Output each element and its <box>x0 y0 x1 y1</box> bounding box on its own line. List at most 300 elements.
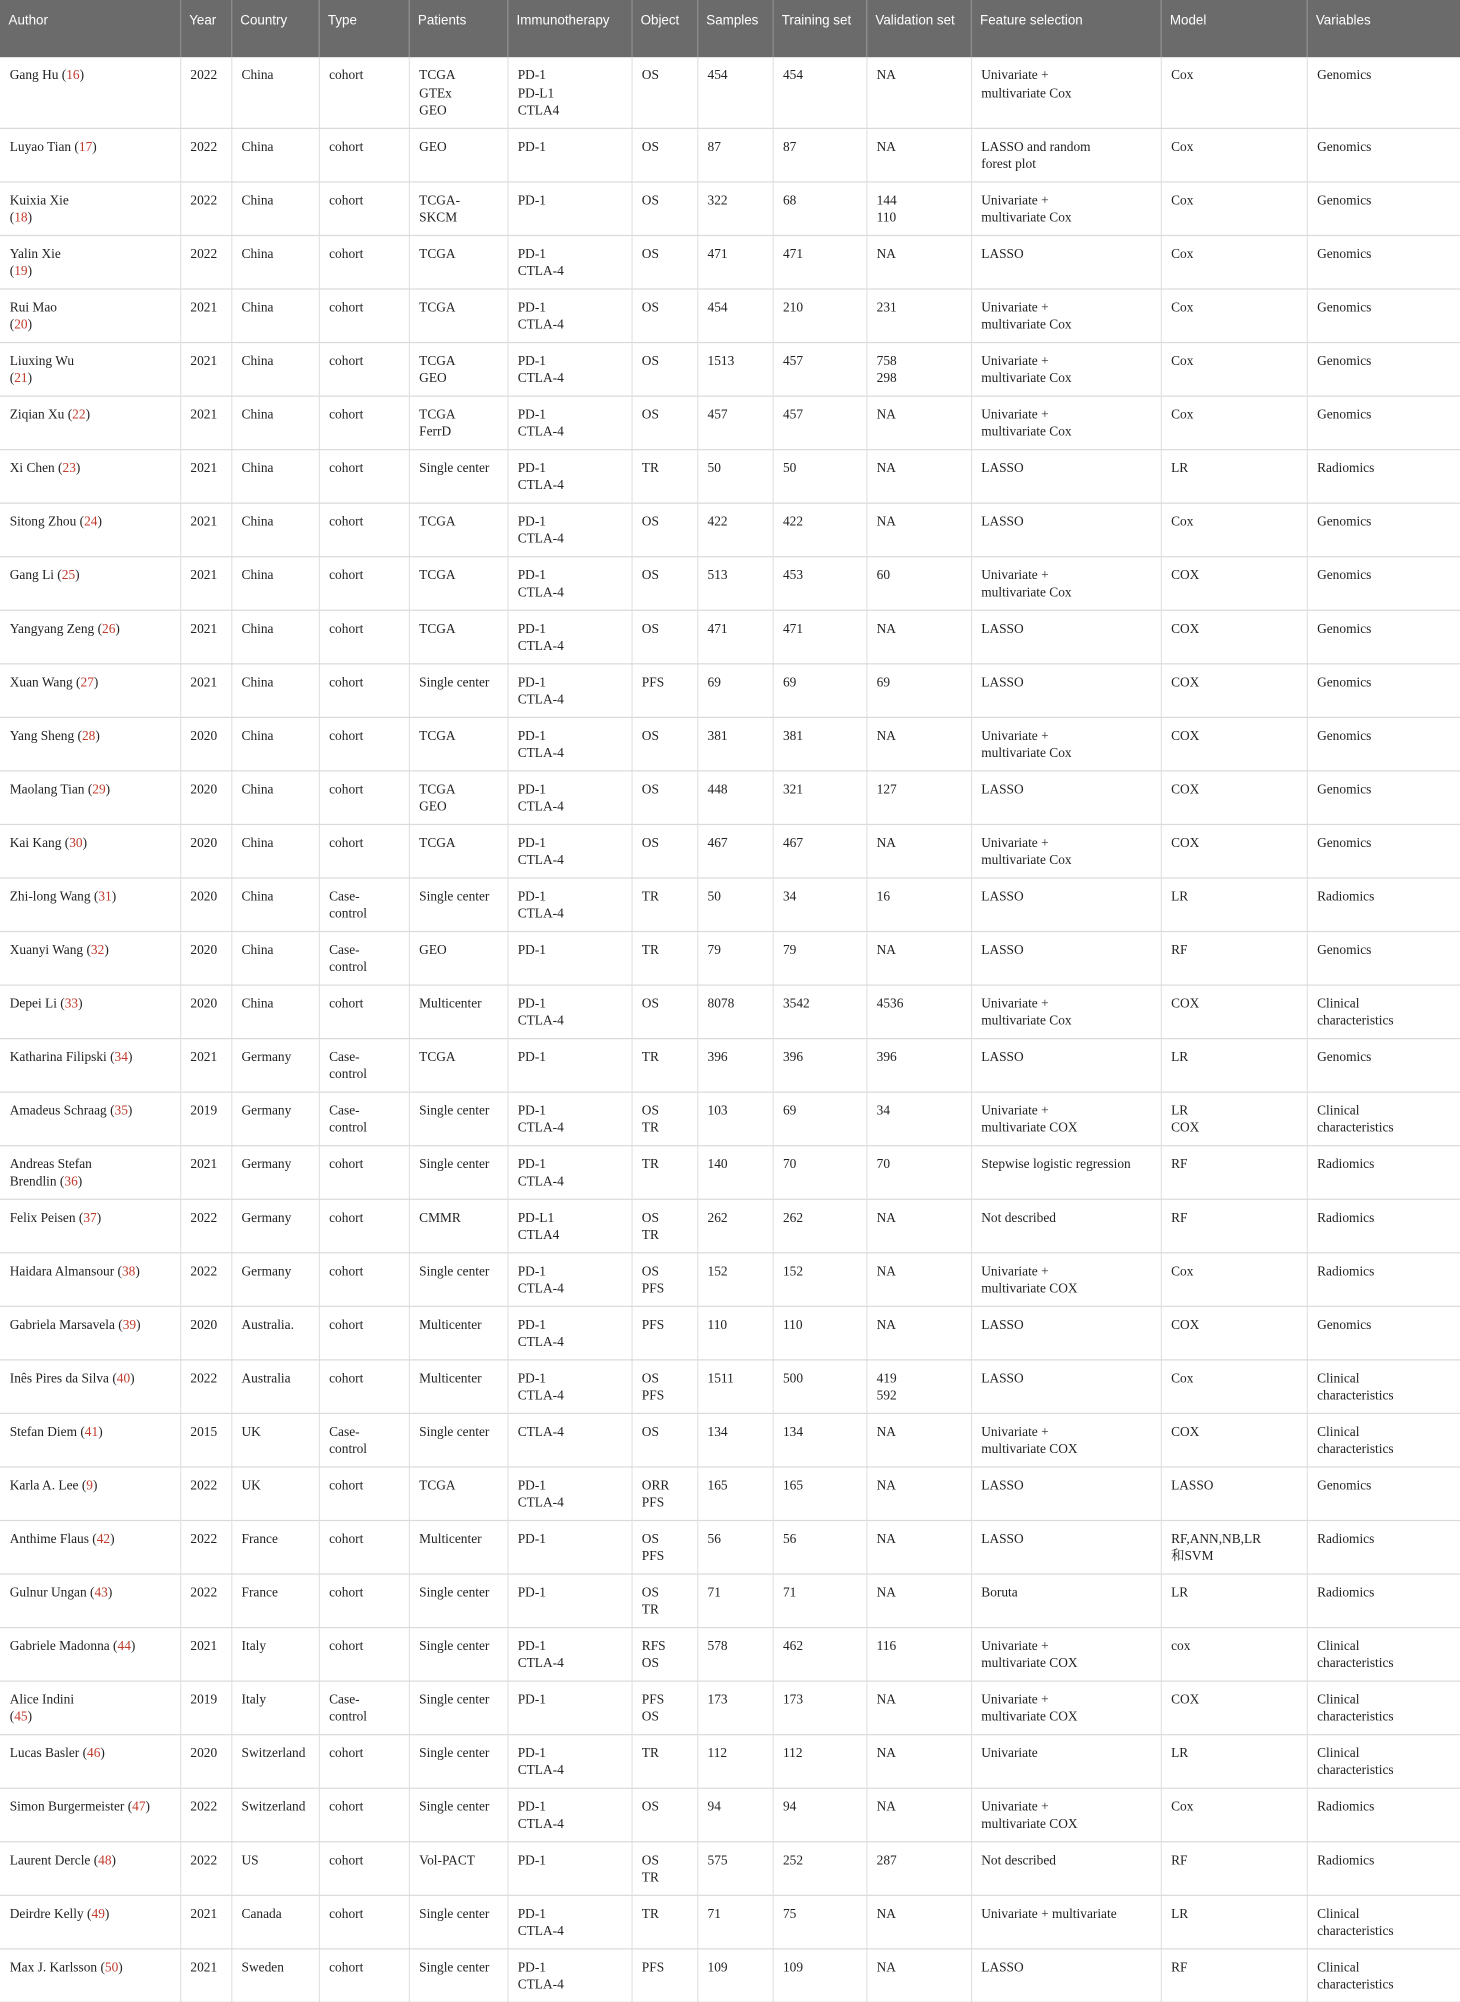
immunotherapy-line: CTLA-4 <box>517 1281 564 1296</box>
immunotherapy-line: PD-1 <box>517 460 546 476</box>
year-cell: 2022 <box>180 1466 231 1520</box>
author-cell <box>0 877 180 931</box>
author-name: Liuxing Wu <box>9 353 75 369</box>
type-cell <box>319 503 409 557</box>
validation-set-line: NA <box>876 68 896 83</box>
variables-cell <box>1307 1359 1460 1413</box>
citation-link[interactable]: 41 <box>84 1424 99 1439</box>
object-line: OS <box>641 68 659 83</box>
citation-link[interactable]: 28 <box>81 728 96 743</box>
table-row <box>0 1145 1460 1199</box>
country-cell: Canada <box>231 1895 319 1949</box>
immunotherapy-line: CTLA-4 <box>517 1763 564 1778</box>
object-line: ORR <box>641 1477 670 1493</box>
citation-link[interactable]: 32 <box>90 942 105 958</box>
model-line: Cox <box>1171 514 1194 529</box>
citation-link[interactable]: 35 <box>114 1103 128 1118</box>
model-cell <box>1161 57 1307 128</box>
model-cell <box>1161 931 1307 985</box>
feature-selection-line: multivariate Cox <box>981 585 1072 600</box>
patients-cell <box>409 1627 508 1681</box>
type-line: cohort <box>329 246 364 262</box>
immunotherapy-line: PD-1 <box>517 621 546 636</box>
feature-selection-cell <box>971 1573 1161 1627</box>
samples-cell: 467 <box>697 824 772 878</box>
country-cell: China <box>231 503 319 557</box>
variables-cell <box>1307 1681 1460 1735</box>
author-name: Xi Chen ( <box>9 460 63 476</box>
author-cell <box>0 1359 180 1413</box>
citation-link[interactable]: 50 <box>104 1959 119 1975</box>
citation-link[interactable]: 24 <box>84 514 98 529</box>
feature-selection-cell <box>971 1199 1161 1253</box>
type-line: cohort <box>329 996 364 1011</box>
patients-line: TCGA <box>419 514 456 529</box>
author-name: Zhi-long Wang ( <box>9 888 99 904</box>
citation-link[interactable]: 30 <box>69 835 83 851</box>
variables-cell <box>1307 824 1460 878</box>
validation-set-line: 69 <box>876 674 891 690</box>
type-line: cohort <box>329 139 364 154</box>
type-line: cohort <box>329 514 364 529</box>
author-cell <box>0 1199 180 1253</box>
year-cell: 2022 <box>180 128 231 182</box>
model-line: LR <box>1171 1585 1189 1600</box>
model-cell <box>1161 1252 1307 1306</box>
citation-link[interactable]: 43 <box>94 1585 108 1600</box>
immunotherapy-line: CTLA-4 <box>517 264 564 279</box>
patients-cell <box>409 1895 508 1949</box>
immunotherapy-cell <box>507 503 631 557</box>
training-set-cell: 457 <box>773 395 867 449</box>
object-cell <box>631 1466 697 1520</box>
citation-link[interactable]: 45 <box>14 1709 28 1725</box>
table-row <box>0 1948 1460 2002</box>
type-line: cohort <box>329 407 364 422</box>
feature-selection-cell <box>971 449 1161 503</box>
year-cell: 2021 <box>180 395 231 449</box>
country-cell: Italy <box>231 1681 319 1735</box>
citation-link[interactable]: 25 <box>61 567 76 583</box>
patients-line: TCGA <box>419 835 456 851</box>
citation-link[interactable]: 49 <box>91 1906 105 1921</box>
object-line: OS <box>641 192 659 208</box>
author-name: ) <box>98 1424 103 1439</box>
immunotherapy-line: PD-1 <box>517 567 546 583</box>
author-name: ) <box>97 514 102 529</box>
training-set-cell: 165 <box>773 1466 867 1520</box>
object-line: OS <box>641 835 659 851</box>
column-header: Immunotherapy <box>507 0 631 57</box>
table-row <box>0 1038 1460 1092</box>
author-name: ) <box>27 1709 33 1725</box>
author-cell <box>0 1413 180 1467</box>
immunotherapy-cell <box>507 770 631 824</box>
author-name: Yalin Xie <box>9 246 61 262</box>
author-cell <box>0 770 180 824</box>
object-line: OS <box>641 621 659 636</box>
table-row <box>0 984 1460 1038</box>
feature-selection-cell <box>971 503 1161 557</box>
model-line: Cox <box>1171 407 1194 422</box>
model-cell <box>1161 1841 1307 1895</box>
validation-set-cell <box>866 1788 971 1842</box>
patients-line: Multicenter <box>419 1370 482 1386</box>
table-row <box>0 556 1460 610</box>
year-cell: 2022 <box>180 1841 231 1895</box>
patients-line: Single center <box>419 1959 490 1975</box>
object-cell <box>631 877 697 931</box>
feature-selection-cell <box>971 181 1161 235</box>
citation-link[interactable]: 37 <box>83 1210 97 1225</box>
type-cell <box>319 610 409 664</box>
object-line: PFS <box>641 1959 665 1975</box>
immunotherapy-line: CTLA-4 <box>517 853 564 868</box>
feature-selection-line: LASSO <box>981 942 1024 958</box>
author-name: Yang Sheng ( <box>9 728 82 743</box>
citation-link[interactable]: 16 <box>66 68 80 83</box>
patients-line: Multicenter <box>419 1531 482 1547</box>
feature-selection-line: multivariate Cox <box>981 1013 1072 1029</box>
patients-cell <box>409 181 508 235</box>
year-cell: 2021 <box>180 503 231 557</box>
type-cell <box>319 57 409 128</box>
type-line: control <box>329 1120 368 1136</box>
citation-link[interactable]: 47 <box>132 1799 146 1814</box>
model-line: COX <box>1171 835 1200 851</box>
type-line: Case- <box>329 1049 360 1065</box>
table-row <box>0 610 1460 664</box>
variables-line: characteristics <box>1317 1656 1394 1671</box>
model-cell <box>1161 556 1307 610</box>
table-row <box>0 1841 1460 1895</box>
immunotherapy-cell <box>507 1252 631 1306</box>
citation-link[interactable]: 20 <box>14 317 28 333</box>
variables-cell <box>1307 1252 1460 1306</box>
immunotherapy-line: CTLA-4 <box>517 1120 564 1136</box>
citation-link[interactable]: 31 <box>98 888 112 904</box>
validation-set-cell <box>866 984 971 1038</box>
immunotherapy-line: CTLA-4 <box>517 1495 564 1511</box>
immunotherapy-line: CTLA-4 <box>517 1816 564 1832</box>
model-cell <box>1161 877 1307 931</box>
column-header: Object <box>631 0 697 57</box>
feature-selection-line: Univariate + <box>981 835 1049 851</box>
year-cell: 2021 <box>180 1627 231 1681</box>
type-line: cohort <box>329 1370 364 1386</box>
patients-line: Vol-PACT <box>419 1852 475 1868</box>
author-name: Luyao Tian ( <box>9 139 79 154</box>
column-header: Feature selection <box>971 0 1161 57</box>
year-cell: 2015 <box>180 1413 231 1467</box>
immunotherapy-line: PD-1 <box>517 1263 546 1279</box>
patients-line: TCGA <box>419 781 456 797</box>
samples-cell: 165 <box>697 1466 772 1520</box>
immunotherapy-cell <box>507 342 631 396</box>
type-line: cohort <box>329 1263 364 1279</box>
variables-cell <box>1307 1788 1460 1842</box>
author-name: Gang Hu ( <box>9 68 67 83</box>
author-cell <box>0 984 180 1038</box>
country-cell: China <box>231 824 319 878</box>
training-set-cell: 471 <box>773 235 867 289</box>
immunotherapy-line: PD-1 <box>517 1317 546 1332</box>
table-row <box>0 931 1460 985</box>
author-name: Ziqian Xu ( <box>9 407 73 422</box>
citation-link[interactable]: 48 <box>98 1852 112 1868</box>
author-cell <box>0 1520 180 1574</box>
immunotherapy-line: CTLA-4 <box>517 692 564 708</box>
citation-link[interactable]: 33 <box>64 996 79 1011</box>
model-line: COX <box>1171 674 1200 690</box>
feature-selection-cell <box>971 984 1161 1038</box>
feature-selection-cell <box>971 1734 1161 1788</box>
author-name: ) <box>92 139 97 154</box>
type-cell <box>319 1895 409 1949</box>
variables-line: Clinical <box>1317 1424 1360 1439</box>
year-cell: 2022 <box>180 1573 231 1627</box>
feature-selection-cell <box>971 1252 1161 1306</box>
object-cell <box>631 235 697 289</box>
immunotherapy-line: CTLA-4 <box>517 1977 564 1993</box>
patients-line: Single center <box>419 1638 490 1654</box>
immunotherapy-line: CTLA-4 <box>517 531 564 547</box>
patients-cell <box>409 1199 508 1253</box>
patients-cell <box>409 556 508 610</box>
variables-line: Genomics <box>1317 139 1372 154</box>
immunotherapy-line: PD-1 <box>517 1745 546 1761</box>
variables-line: Genomics <box>1317 728 1372 743</box>
immunotherapy-cell <box>507 1627 631 1681</box>
feature-selection-line: multivariate COX <box>981 1709 1078 1725</box>
training-set-cell: 422 <box>773 503 867 557</box>
model-line: LR <box>1171 1745 1189 1761</box>
citation-link[interactable]: 29 <box>92 781 106 797</box>
variables-line: characteristics <box>1317 1923 1394 1939</box>
immunotherapy-line: PD-1 <box>517 1692 546 1707</box>
type-cell <box>319 1145 409 1199</box>
validation-set-line: NA <box>876 1799 896 1814</box>
training-set-cell: 56 <box>773 1520 867 1574</box>
citation-link[interactable]: 18 <box>14 210 28 226</box>
country-cell: China <box>231 181 319 235</box>
feature-selection-line: Not described <box>981 1210 1056 1225</box>
citation-link[interactable]: 26 <box>102 621 116 636</box>
type-line: Case- <box>329 888 360 904</box>
patients-line: Multicenter <box>419 996 482 1011</box>
citation-link[interactable]: 9 <box>86 1477 93 1493</box>
type-cell <box>319 1092 409 1146</box>
model-cell <box>1161 1734 1307 1788</box>
author-name: Simon Burgermeister ( <box>9 1799 133 1814</box>
model-line: RF <box>1171 1156 1188 1172</box>
feature-selection-line: Boruta <box>981 1585 1018 1600</box>
year-cell: 2020 <box>180 1306 231 1360</box>
author-name: ) <box>105 781 111 797</box>
validation-set-cell <box>866 235 971 289</box>
immunotherapy-line: CTLA-4 <box>517 1424 564 1439</box>
column-header: Variables <box>1307 0 1460 57</box>
object-line: OS <box>641 514 659 529</box>
validation-set-cell <box>866 288 971 342</box>
year-cell: 2021 <box>180 1948 231 2002</box>
author-cell <box>0 1092 180 1146</box>
citation-link[interactable]: 40 <box>116 1370 131 1386</box>
object-line: TR <box>641 1602 659 1618</box>
samples-cell: 50 <box>697 449 772 503</box>
author-name: ( <box>9 317 15 333</box>
model-line: LR <box>1171 888 1189 904</box>
immunotherapy-cell <box>507 1520 631 1574</box>
feature-selection-line: LASSO <box>981 888 1024 904</box>
author-name: ) <box>104 1906 110 1921</box>
variables-cell <box>1307 1145 1460 1199</box>
object-cell <box>631 503 697 557</box>
immunotherapy-line: CTLA4 <box>517 1227 560 1243</box>
training-set-cell: 152 <box>773 1252 867 1306</box>
feature-selection-line: LASSO <box>981 781 1024 797</box>
model-line: COX <box>1171 621 1200 636</box>
immunotherapy-line: CTLA-4 <box>517 1334 564 1350</box>
country-cell: China <box>231 770 319 824</box>
feature-selection-cell <box>971 1092 1161 1146</box>
type-cell <box>319 984 409 1038</box>
type-line: cohort <box>329 1852 364 1868</box>
table-row <box>0 1306 1460 1360</box>
feature-selection-line: Univariate + <box>981 1424 1049 1439</box>
feature-selection-cell <box>971 1359 1161 1413</box>
object-cell <box>631 1520 697 1574</box>
variables-cell <box>1307 1734 1460 1788</box>
variables-line: characteristics <box>1317 1120 1394 1136</box>
author-name: Amadeus Schraag ( <box>9 1103 115 1118</box>
object-line: PFS <box>641 1388 665 1404</box>
immunotherapy-cell <box>507 128 631 182</box>
model-line: Cox <box>1171 1799 1194 1814</box>
citation-link[interactable]: 44 <box>117 1638 131 1654</box>
citation-link[interactable]: 21 <box>14 371 28 386</box>
country-cell: Germany <box>231 1145 319 1199</box>
object-line: TR <box>641 460 659 476</box>
immunotherapy-cell <box>507 1466 631 1520</box>
citation-link[interactable]: 27 <box>80 674 94 690</box>
citation-link[interactable]: 17 <box>78 139 93 154</box>
feature-selection-cell <box>971 770 1161 824</box>
feature-selection-line: Univariate + <box>981 299 1049 315</box>
variables-line: Radiomics <box>1317 1799 1375 1814</box>
immunotherapy-line: CTLA-4 <box>517 638 564 654</box>
samples-cell: 94 <box>697 1788 772 1842</box>
citation-link[interactable]: 39 <box>122 1317 137 1332</box>
type-cell <box>319 1252 409 1306</box>
citation-link[interactable]: 34 <box>114 1049 128 1065</box>
author-cell <box>0 1573 180 1627</box>
object-line: OS <box>641 1656 659 1671</box>
year-cell: 2021 <box>180 556 231 610</box>
column-header: Type <box>319 0 409 57</box>
variables-line: Clinical <box>1317 1370 1360 1386</box>
table-row <box>0 1788 1460 1842</box>
validation-set-line: NA <box>876 1317 896 1332</box>
author-name: ) <box>92 1477 98 1493</box>
model-line: Cox <box>1171 139 1194 154</box>
patients-line: Multicenter <box>419 1317 482 1332</box>
citation-link[interactable]: 22 <box>72 407 86 422</box>
variables-cell <box>1307 503 1460 557</box>
variables-cell <box>1307 57 1460 128</box>
table-row <box>0 395 1460 449</box>
object-line: PFS <box>641 674 665 690</box>
immunotherapy-line: PD-1 <box>517 1638 546 1654</box>
type-cell <box>319 1038 409 1092</box>
patients-cell <box>409 1092 508 1146</box>
type-cell <box>319 449 409 503</box>
patients-line: Single center <box>419 1424 490 1439</box>
table-row <box>0 1734 1460 1788</box>
validation-set-cell <box>866 128 971 182</box>
feature-selection-line: Univariate + <box>981 1638 1049 1654</box>
citation-link[interactable]: 42 <box>96 1531 111 1547</box>
object-line: OS <box>641 299 659 315</box>
object-line: TR <box>641 1745 659 1761</box>
citation-link[interactable]: 23 <box>62 460 76 476</box>
table-row <box>0 877 1460 931</box>
variables-line: Genomics <box>1317 1049 1372 1065</box>
samples-cell: 422 <box>697 503 772 557</box>
year-cell: 2020 <box>180 877 231 931</box>
object-cell <box>631 1627 697 1681</box>
type-line: cohort <box>329 781 364 797</box>
feature-selection-cell <box>971 1681 1161 1735</box>
year-cell: 2020 <box>180 1734 231 1788</box>
table-row <box>0 1681 1460 1735</box>
validation-set-line: NA <box>876 246 896 262</box>
type-line: cohort <box>329 1210 364 1225</box>
patients-cell <box>409 1681 508 1735</box>
object-cell <box>631 128 697 182</box>
immunotherapy-line: PD-1 <box>517 192 546 208</box>
author-cell <box>0 181 180 235</box>
feature-selection-line: multivariate COX <box>981 1816 1078 1832</box>
patients-cell <box>409 395 508 449</box>
samples-cell: 109 <box>697 1948 772 2002</box>
table-header <box>0 0 1460 57</box>
object-line: PFS <box>641 1317 665 1332</box>
variables-cell <box>1307 1466 1460 1520</box>
author-name: ) <box>107 1585 113 1600</box>
immunotherapy-cell <box>507 1573 631 1627</box>
validation-set-line: 4536 <box>876 996 904 1011</box>
variables-line: characteristics <box>1317 1709 1394 1725</box>
citation-link[interactable]: 36 <box>64 1174 78 1189</box>
model-cell <box>1161 1520 1307 1574</box>
patients-line: FerrD <box>419 424 452 440</box>
model-cell <box>1161 342 1307 396</box>
patients-cell <box>409 128 508 182</box>
validation-set-cell <box>866 556 971 610</box>
object-cell <box>631 1359 697 1413</box>
citation-link[interactable]: 19 <box>14 264 28 279</box>
citation-link[interactable]: 46 <box>87 1745 101 1761</box>
column-header: Year <box>180 0 231 57</box>
variables-cell <box>1307 663 1460 717</box>
citation-link[interactable]: 38 <box>121 1263 136 1279</box>
training-set-cell: 79 <box>773 931 867 985</box>
samples-cell: 69 <box>697 663 772 717</box>
author-name: Felix Peisen ( <box>9 1210 84 1225</box>
author-name: Inês Pires da Silva ( <box>9 1370 117 1386</box>
variables-cell <box>1307 1306 1460 1360</box>
